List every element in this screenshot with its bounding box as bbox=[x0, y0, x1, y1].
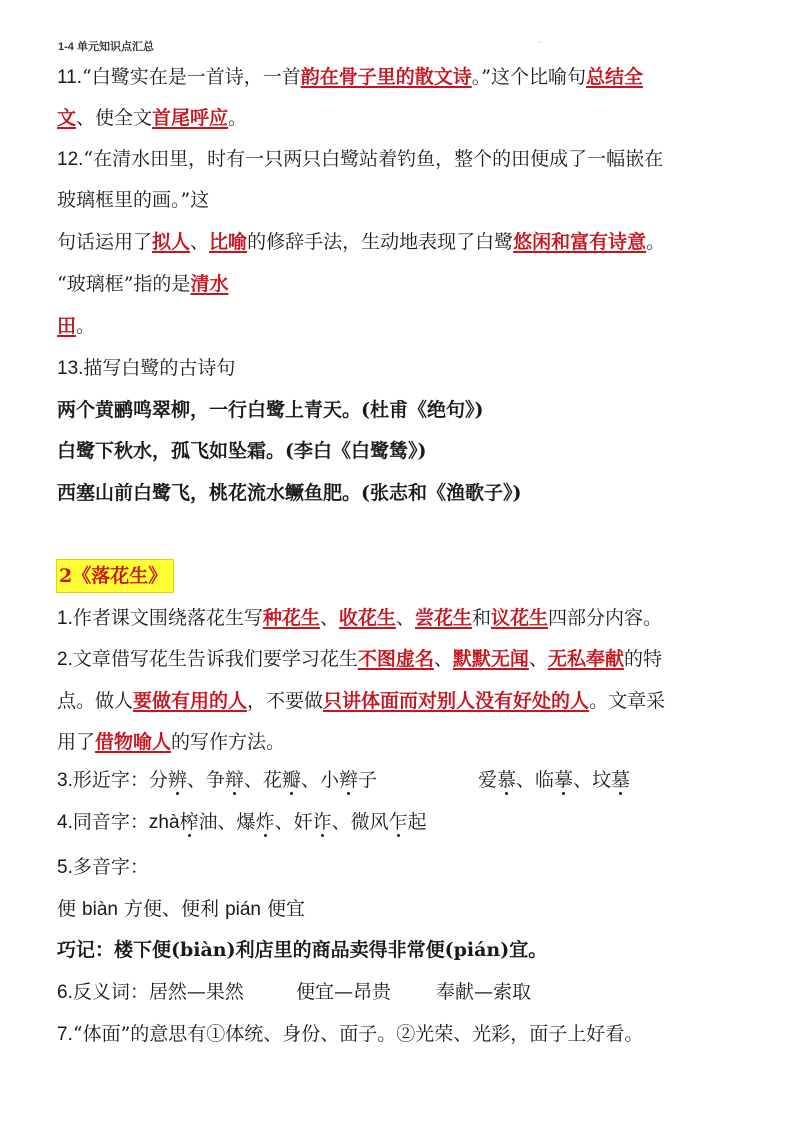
text: 。 bbox=[228, 107, 248, 129]
item-12-line2 bbox=[57, 187, 209, 213]
answer: 韵在骨子里的散文诗 bbox=[300, 66, 472, 88]
dotted-char: 慕 bbox=[497, 769, 517, 791]
text: 、 bbox=[319, 607, 339, 629]
answer: 议花生 bbox=[490, 607, 548, 629]
text: 。文章采 bbox=[589, 690, 666, 712]
dotted-char: 墓 bbox=[611, 769, 631, 791]
text: 。”这个比喻句 bbox=[471, 66, 586, 88]
q7-line bbox=[57, 1021, 643, 1048]
q5-heading bbox=[57, 854, 149, 881]
text: 方便、便利 bbox=[117, 898, 226, 920]
item-number: 4. bbox=[57, 812, 73, 833]
answer: 收花生 bbox=[338, 607, 396, 629]
answer: 悠闲和富有诗意 bbox=[513, 231, 647, 253]
item-11-line2 bbox=[57, 105, 247, 131]
text: “在清水田里，时有一只两只白鹭站着钓鱼，整个的田便成了一幅嵌在 bbox=[83, 148, 664, 170]
answer: 不图虚名 bbox=[357, 648, 434, 670]
text: “玻璃框”指的是 bbox=[57, 273, 191, 295]
answer: 首尾呼应 bbox=[152, 107, 229, 129]
text: 点。做人 bbox=[57, 690, 134, 712]
text: 子 bbox=[357, 769, 377, 791]
item-12-line1 bbox=[57, 146, 663, 173]
text: 作者课文围绕落花生写 bbox=[72, 607, 263, 629]
dotted-char: 瓣 bbox=[281, 769, 301, 791]
answer: 文 bbox=[57, 107, 77, 129]
text: 、 bbox=[528, 648, 548, 670]
item-number: 5. bbox=[57, 857, 73, 878]
answer: 比喻 bbox=[209, 231, 248, 253]
dotted-char: 乍 bbox=[388, 811, 408, 833]
q2-line1 bbox=[57, 646, 662, 673]
q4-line bbox=[57, 809, 427, 836]
memory-tip: 巧记：楼下便(biàn)利店里的商品卖得非常便(pián)宜。 bbox=[57, 939, 548, 961]
text: 、 bbox=[190, 231, 210, 253]
dotted-char: 辫 bbox=[338, 769, 358, 791]
text: 四部分内容。 bbox=[547, 607, 662, 629]
dotted-char: 摹 bbox=[554, 769, 574, 791]
text: 玻璃框里的画。”这 bbox=[57, 189, 210, 211]
answer: 总结全 bbox=[585, 66, 643, 88]
poem-line-1: 两个黄鹂鸣翠柳，一行白鹭上青天。(杜甫《绝句》) bbox=[57, 399, 484, 421]
item-number: 1. bbox=[57, 608, 73, 629]
text: 、争 bbox=[186, 769, 225, 791]
text: 、微风 bbox=[331, 811, 389, 833]
item-number: 11. bbox=[57, 67, 83, 88]
text: “白鹭实在是一首诗，一首 bbox=[82, 66, 301, 88]
text: 、 bbox=[433, 648, 453, 670]
pinyin: zhà bbox=[148, 812, 180, 833]
text: 同音字： bbox=[72, 811, 149, 833]
dotted-char: 辨 bbox=[167, 769, 187, 791]
answer: 只讲体面而对别人没有好处的人 bbox=[323, 690, 590, 712]
q5-line bbox=[57, 896, 305, 923]
text: “体面”的意思有①体统、身份、面子。②光荣、光彩，面子上好看。 bbox=[72, 1023, 644, 1045]
text: 起 bbox=[407, 811, 427, 833]
text: 爱 bbox=[478, 769, 498, 791]
text: 形近字：分 bbox=[72, 769, 168, 791]
answer: 田 bbox=[57, 315, 77, 337]
q1-line bbox=[57, 605, 662, 632]
answer: 清水 bbox=[190, 273, 229, 295]
text: ，不要做 bbox=[247, 690, 324, 712]
answer: 无私奉献 bbox=[547, 648, 624, 670]
q2-line3 bbox=[57, 729, 285, 755]
text: 。 bbox=[646, 231, 666, 253]
q6-pair-2: 便宜—昂贵 bbox=[296, 981, 392, 1003]
text: 、使全文 bbox=[76, 107, 153, 129]
text: 多音字： bbox=[72, 856, 149, 878]
item-11-line1 bbox=[57, 64, 643, 91]
item-number: 3. bbox=[57, 770, 73, 791]
q6-line bbox=[57, 979, 244, 1006]
q3-line bbox=[57, 767, 377, 794]
item-12-line3 bbox=[57, 229, 665, 255]
dotted-char: 炸 bbox=[255, 811, 275, 833]
answer: 拟人 bbox=[152, 231, 191, 253]
item-number: 13. bbox=[57, 358, 84, 379]
item-12-line5 bbox=[57, 313, 95, 339]
item-number: 2. bbox=[57, 649, 73, 670]
text: 、 bbox=[395, 607, 415, 629]
text: 便宜 bbox=[260, 898, 306, 920]
text: 、小 bbox=[300, 769, 339, 791]
dotted-char: 诈 bbox=[312, 811, 332, 833]
text: 的写作方法。 bbox=[171, 731, 286, 753]
dotted-char: 榨 bbox=[179, 811, 199, 833]
text: 。 bbox=[76, 315, 96, 337]
answer: 种花生 bbox=[262, 607, 320, 629]
text: 用了 bbox=[57, 731, 96, 753]
text: 和 bbox=[471, 607, 491, 629]
text: 便 bbox=[57, 898, 83, 920]
answer: 要做有用的人 bbox=[133, 690, 248, 712]
text: 的特 bbox=[623, 648, 662, 670]
text: 、临 bbox=[516, 769, 555, 791]
text: 油、爆 bbox=[198, 811, 256, 833]
item-12-line4 bbox=[57, 271, 228, 297]
answer: 默默无闻 bbox=[452, 648, 529, 670]
item-number: 12. bbox=[57, 149, 84, 170]
pinyin: pián bbox=[225, 899, 261, 920]
q6-pair-3: 奉献—索取 bbox=[436, 981, 532, 1003]
text: 句话运用了 bbox=[57, 231, 153, 253]
text: 描写白鹭的古诗句 bbox=[83, 357, 236, 379]
item-13-heading bbox=[57, 355, 235, 382]
text: 文章借写花生告诉我们要学习花生 bbox=[72, 648, 358, 670]
text: 的修辞手法，生动地表现了白鹭 bbox=[247, 231, 514, 253]
lesson-title: 2《落花生》 bbox=[56, 559, 174, 593]
dotted-char: 辩 bbox=[224, 769, 244, 791]
poem-line-2: 白鹭下秋水，孤飞如坠霜。(李白《白鹭鸶》) bbox=[57, 440, 427, 462]
header-dot: . bbox=[538, 36, 541, 45]
q3-line-right bbox=[478, 767, 630, 793]
pinyin: biàn bbox=[82, 899, 118, 920]
text: 、花 bbox=[243, 769, 282, 791]
answer: 尝花生 bbox=[414, 607, 472, 629]
answer: 借物喻人 bbox=[95, 731, 172, 753]
text: 、坟 bbox=[573, 769, 612, 791]
page-header: 1-4 单元知识点汇总 bbox=[58, 41, 154, 53]
poem-line-3: 西塞山前白鹭飞，桃花流水鳜鱼肥。(张志和《渔歌子》) bbox=[57, 482, 522, 504]
item-number: 6. bbox=[57, 982, 73, 1003]
q2-line2 bbox=[57, 688, 665, 714]
text: 、奸 bbox=[274, 811, 313, 833]
text: 反义词：居然—果然 bbox=[72, 981, 244, 1003]
item-number: 7. bbox=[57, 1024, 73, 1045]
